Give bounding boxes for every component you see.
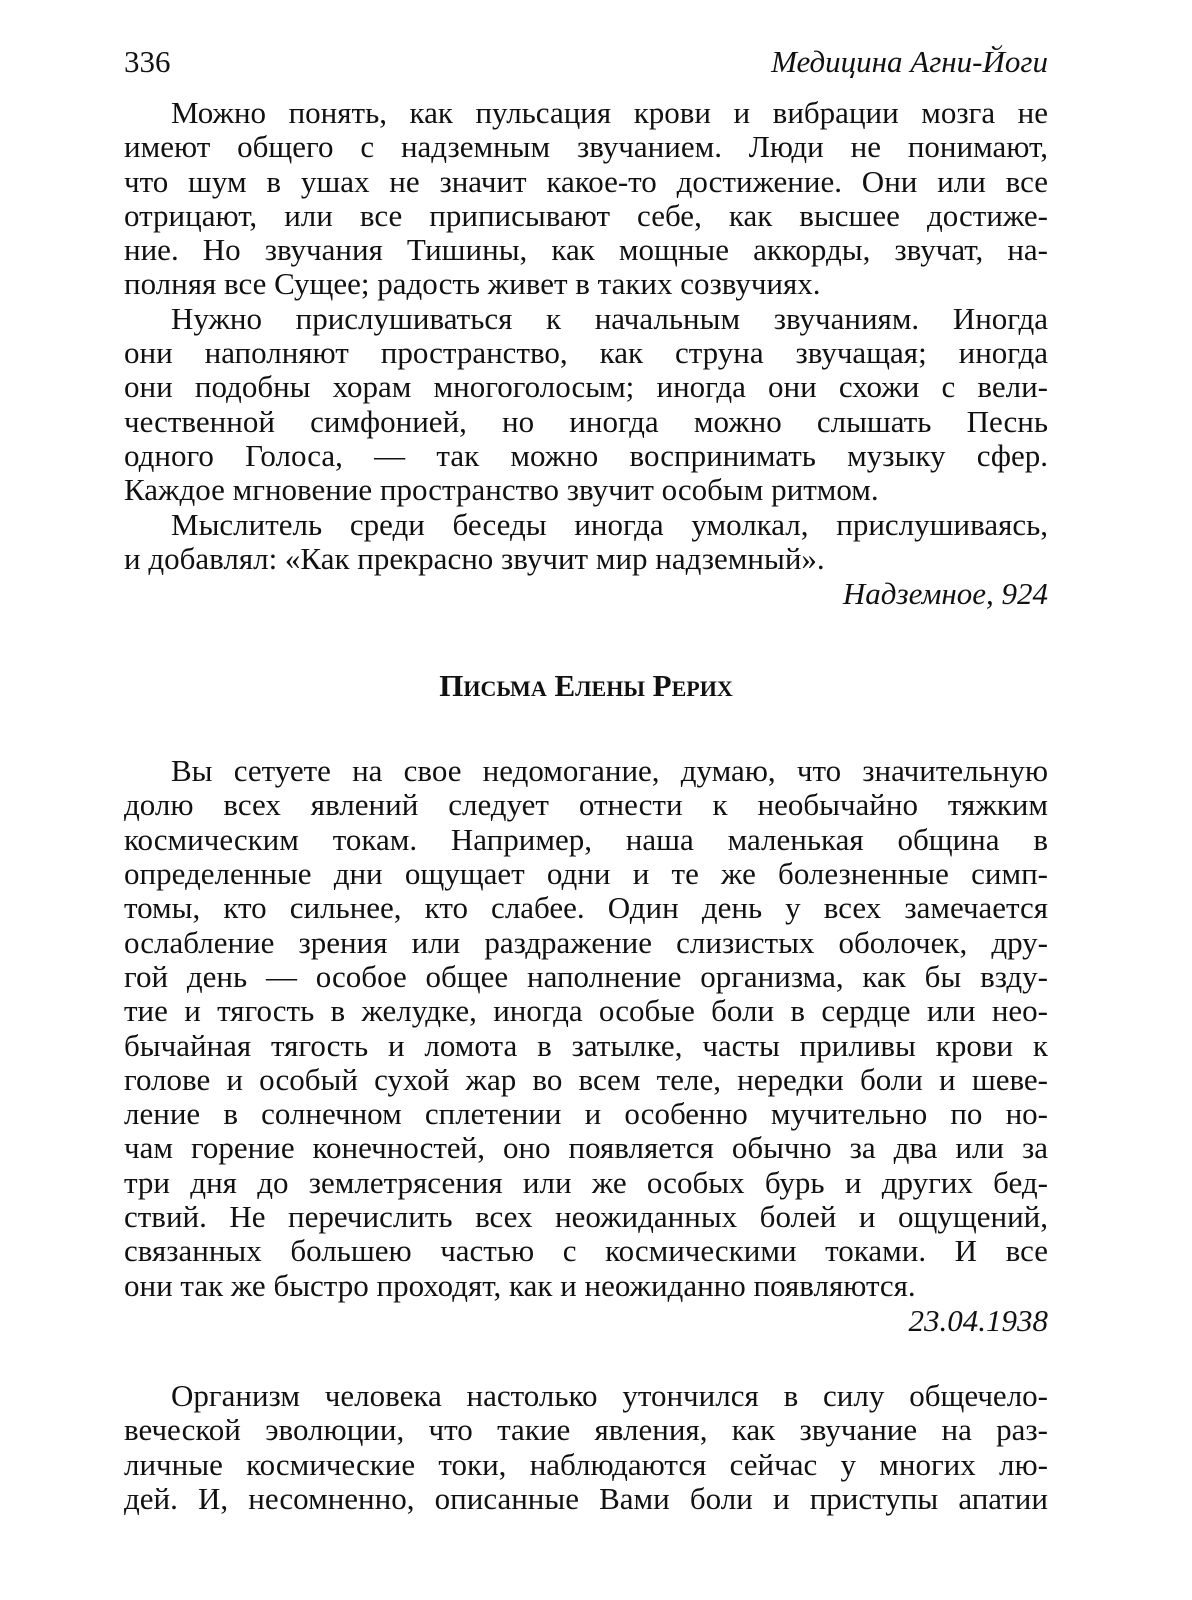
letter-block: [124, 754, 1048, 1339]
letter-line: ление в солнечном сплетении и особенно мучительно по но-: [124, 1096, 1048, 1132]
quote-line: Нужно прислушиваться к начальным звучаниям. Иногда: [171, 300, 1048, 336]
block-gap: [124, 1339, 1048, 1379]
quote-line: они наполняют пространство, как струна звучащая; иногда: [124, 335, 1048, 371]
letter-line: долю всех явлений следует отнести к необычайно тяжким: [124, 787, 1048, 823]
letter-line: они так же быстро проходят, как и неожиданно появляются.: [124, 1267, 916, 1303]
letter-line: ослабление зрения или раздражение слизистых оболочек, дру-: [124, 924, 1048, 960]
letter-line: голове и особый сухой жар во всем теле, нередки боли и шеве-: [124, 1061, 1048, 1097]
quote-line: имеют общего с надземным звучанием. Люди не понимают,: [124, 129, 1048, 165]
running-header: [124, 36, 1048, 88]
quote-line: одного Голоса, — так можно воспринимать музыку сфер.: [124, 437, 1048, 473]
quote-block: [124, 96, 1048, 612]
letter-line: гой день — особое общее наполнение организма, как бы взду-: [124, 958, 1048, 994]
letter-block: [124, 1379, 1048, 1516]
letter-line: веческой эволюции, что такие явления, как звучание на раз-: [124, 1412, 1048, 1448]
quote-line: Можно понять, как пульсация крови и вибрации мозга не: [171, 95, 1048, 130]
quote-line: и добавлял: «Как прекрасно звучит мир надземный».: [124, 540, 825, 576]
page-number: 336: [124, 44, 171, 79]
quote-line: они подобны хорам многоголосым; иногда они схожи с вели-: [124, 369, 1048, 405]
quote-line: полняя все Сущее; радость живет в таких созвучиях.: [124, 266, 821, 302]
letter-line: тие и тягость в желудке, иногда особые боли в сердце или нео-: [124, 993, 1048, 1029]
letter-line: личные космические токи, наблюдаются сейчас у многих лю-: [124, 1446, 1048, 1482]
letter-line: ствий. Не перечислить всех неожиданных болей и ощущений,: [124, 1199, 1048, 1235]
letter-line: три дня до землетрясения или же особых бурь и других бед-: [124, 1164, 1048, 1200]
quote-line: ние. Но звучания Тишины, как мощные аккорды, звучат, на-: [124, 232, 1048, 268]
quote-line: чественной симфонией, но иногда можно слышать Песнь: [124, 403, 1048, 439]
quote-line: отрицают, или все приписывают себе, как высшее достиже-: [124, 197, 1048, 233]
letter-line: связанных большею частью с космическими токами. И все: [124, 1233, 1048, 1269]
letter-line: томы, кто сильнее, кто слабее. Один день у всех замечается: [124, 890, 1048, 926]
letter-line: космическим токам. Например, наша маленькая община в: [124, 821, 1048, 857]
quote-line: Мыслитель среди беседы иногда умолкал, прислушиваясь,: [171, 506, 1048, 542]
quote-source: Надземное, 924: [842, 576, 1048, 612]
quote-line: что шум в ушах не значит какое-то достижение. Они или все: [124, 163, 1048, 199]
letter-line: определенные дни ощущает одни и те же болезненные симп-: [124, 856, 1048, 892]
letter-date: 23.04.1938: [908, 1302, 1048, 1338]
letter-line: дей. И, несомненно, описанные Вами боли и приступы апатии: [124, 1480, 1048, 1516]
book-page: [124, 36, 1048, 1516]
letter-line: Организм человека настолько утончился в силу общечело-: [171, 1377, 1048, 1413]
letter-line: Вы сетуете на свое недомогание, думаю, что значительную: [171, 753, 1048, 789]
section-heading: Письма Елены Рерих: [439, 668, 733, 704]
letter-line: бычайная тягость и ломота в затылке, часты приливы крови к: [124, 1027, 1048, 1063]
letter-line: чам горение конечностей, оно появляется обычно за два или за: [124, 1130, 1048, 1166]
quote-line: Каждое мгновение пространство звучит особым ритмом.: [124, 472, 879, 508]
running-title: Медицина Агни-Йоги: [771, 44, 1048, 79]
